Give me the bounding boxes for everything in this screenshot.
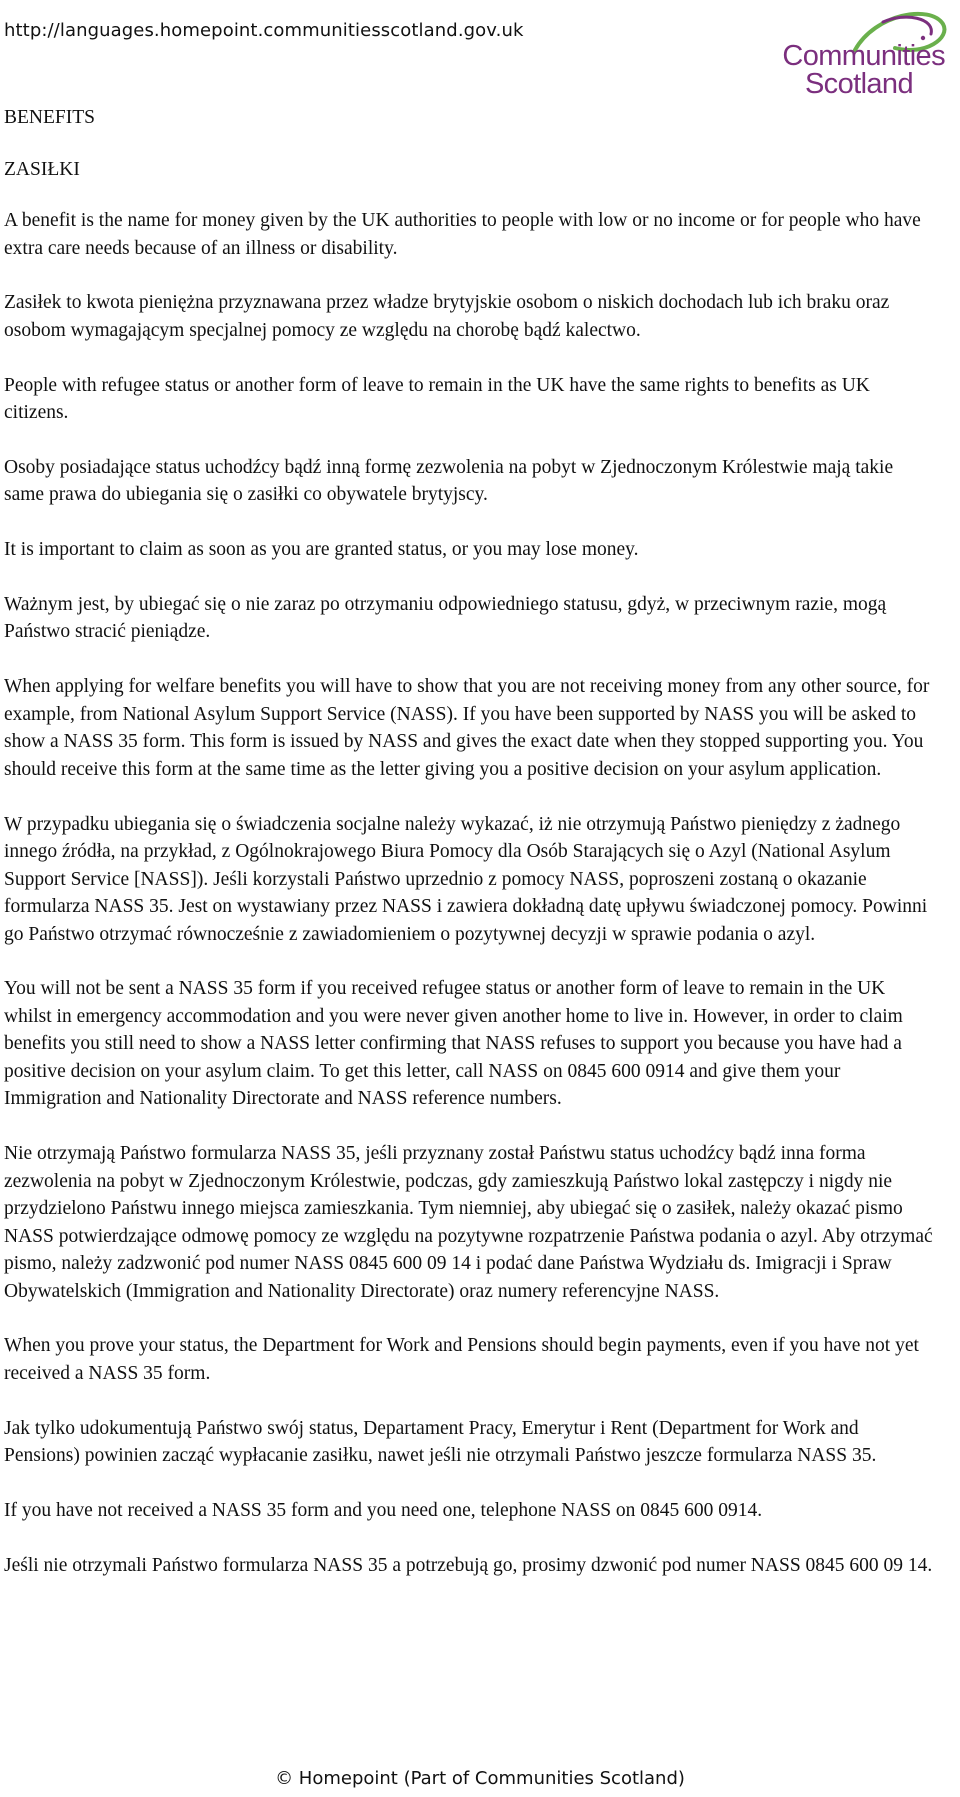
document-body xyxy=(4,104,934,1607)
paragraph: You will not be sent a NASS 35 form if you received refugee status or another form of leave to remain in the UK whilst in emergency accommodation and you were never given another home to live in. However, in order to claim benefits you still need to show a NASS letter confirming that NASS refuses to support you because you have had a positive decision on your asylum claim. To get this letter, call NASS on 0845 600 0914 and give them your Immigration and Nationality Directorate and NASS reference numbers. xyxy=(4,978,903,1110)
paragraph: Ważnym jest, by ubiegać się o nie zaraz po otrzymaniu odpowiedniego statusu, gdyż, w przeciwnym razie, mogą Państwo stracić pieniądze. xyxy=(4,593,887,643)
heading-english: BENEFITS xyxy=(4,107,96,128)
paragraph: It is important to claim as soon as you are granted status, or you may lose money. xyxy=(4,539,639,561)
paragraph: When you prove your status, the Department for Work and Pensions should begin payments, even if you have not yet received a NASS 35 form. xyxy=(4,1335,919,1384)
heading-polish: ZASIŁKI xyxy=(4,158,80,180)
footer-copyright: © Homepoint (Part of Communities Scotland) xyxy=(275,1768,685,1789)
paragraph: People with refugee status or another form of leave to remain in the UK have the same rights to benefits as UK citizens. xyxy=(4,374,870,424)
paragraph: Nie otrzymają Państwo formularza NASS 35, jeśli przyznany został Państwu status uchodźcy bądź inna forma zezwolenia na pobyt w Zjednoczonym Królestwie, podczas, gdy zamieszkują Państwo lokal zastępczy i nigdy nie przydzielono Państwu innego miejsca zamieszkania. Tym niemniej, aby ubiegać się o zasiłek, należy okazać pismo NASS potwierdzające odmowę pomocy ze względu na pozytywne rozpatrzenie Państwa podania o azyl. Aby otrzymać pismo, należy zadzwonić pod numer NASS 0845 600 09 14 i podać dane Państwa Wydziału ds. Imigracji i Spraw Obywatelskich (Immigration and Nationality Directorate) oraz numery referencyjne NASS. xyxy=(4,1143,933,1302)
logo-text-communities: Communities xyxy=(782,40,945,72)
communities-scotland-logo xyxy=(740,4,955,100)
paragraph: Jeśli nie otrzymali Państwo formularza NASS 35 a potrzebują go, prosimy dzwonić pod numer NASS 0845 600 09 14. xyxy=(4,1554,933,1576)
paragraph: Jak tylko udokumentują Państwo swój status, Departament Pracy, Emerytur i Rent (Department for Work and Pensions) powinien zacząć wypłacanie zasiłku, nawet jeśli nie otrzymali Państwo jeszcze formularza NASS 35. xyxy=(4,1417,877,1467)
paragraph: If you have not received a NASS 35 form and you need one, telephone NASS on 0845 600 0914. xyxy=(4,1500,763,1522)
paragraph: When applying for welfare benefits you will have to show that you are not receiving money from any other source, for example, from National Asylum Support Service (NASS). If you have been supported by NASS you will be asked to show a NASS 35 form. This form is issued by NASS and gives the exact date when they stopped supporting you. You should receive this form at the same time as the letter giving you a positive decision on your asylum application. xyxy=(4,676,930,780)
paragraph: Zasiłek to kwota pieniężna przyznawana przez władze brytyjskie osobom o niskich dochodach lub ich braku oraz osobom wymagającym specjalnej pomocy ze względu na chorobę bądź kalectwo. xyxy=(4,292,890,341)
paragraph: A benefit is the name for money given by the UK authorities to people with low or no income or for people who have extra care needs because of an illness or disability. xyxy=(4,210,921,259)
paragraph: W przypadku ubiegania się o świadczenia socjalne należy wykazać, iż nie otrzymują Państwo pieniędzy z żadnego innego źródła, na przykład, z Ogólnokrajowego Biura Pomocy dla Osób Starających się o Azyl (National Asylum Support Service [NASS]). Jeśli korzystali Państwo uprzednio z pomocy NASS, poproszeni zostaną o okazanie formularza NASS 35. Jest on wystawiany przez NASS i zawiera dokładną datę upływu świadczonej pomocy. Powinni go Państwo otrzymać równocześnie z zawiadomieniem o pozytywnej decyzji w sprawie podania o azyl. xyxy=(4,813,928,945)
paragraph: Osoby posiadające status uchodźcy bądź inną formę zezwolenia na pobyt w Zjednoczonym Królestwie mają takie same prawa do ubiegania się o zasiłki co obywatele brytyjscy. xyxy=(4,456,894,506)
logo-text-scotland: Scotland xyxy=(804,68,913,100)
source-url: http://languages.homepoint.communitiesscotland.gov.uk xyxy=(4,20,524,41)
